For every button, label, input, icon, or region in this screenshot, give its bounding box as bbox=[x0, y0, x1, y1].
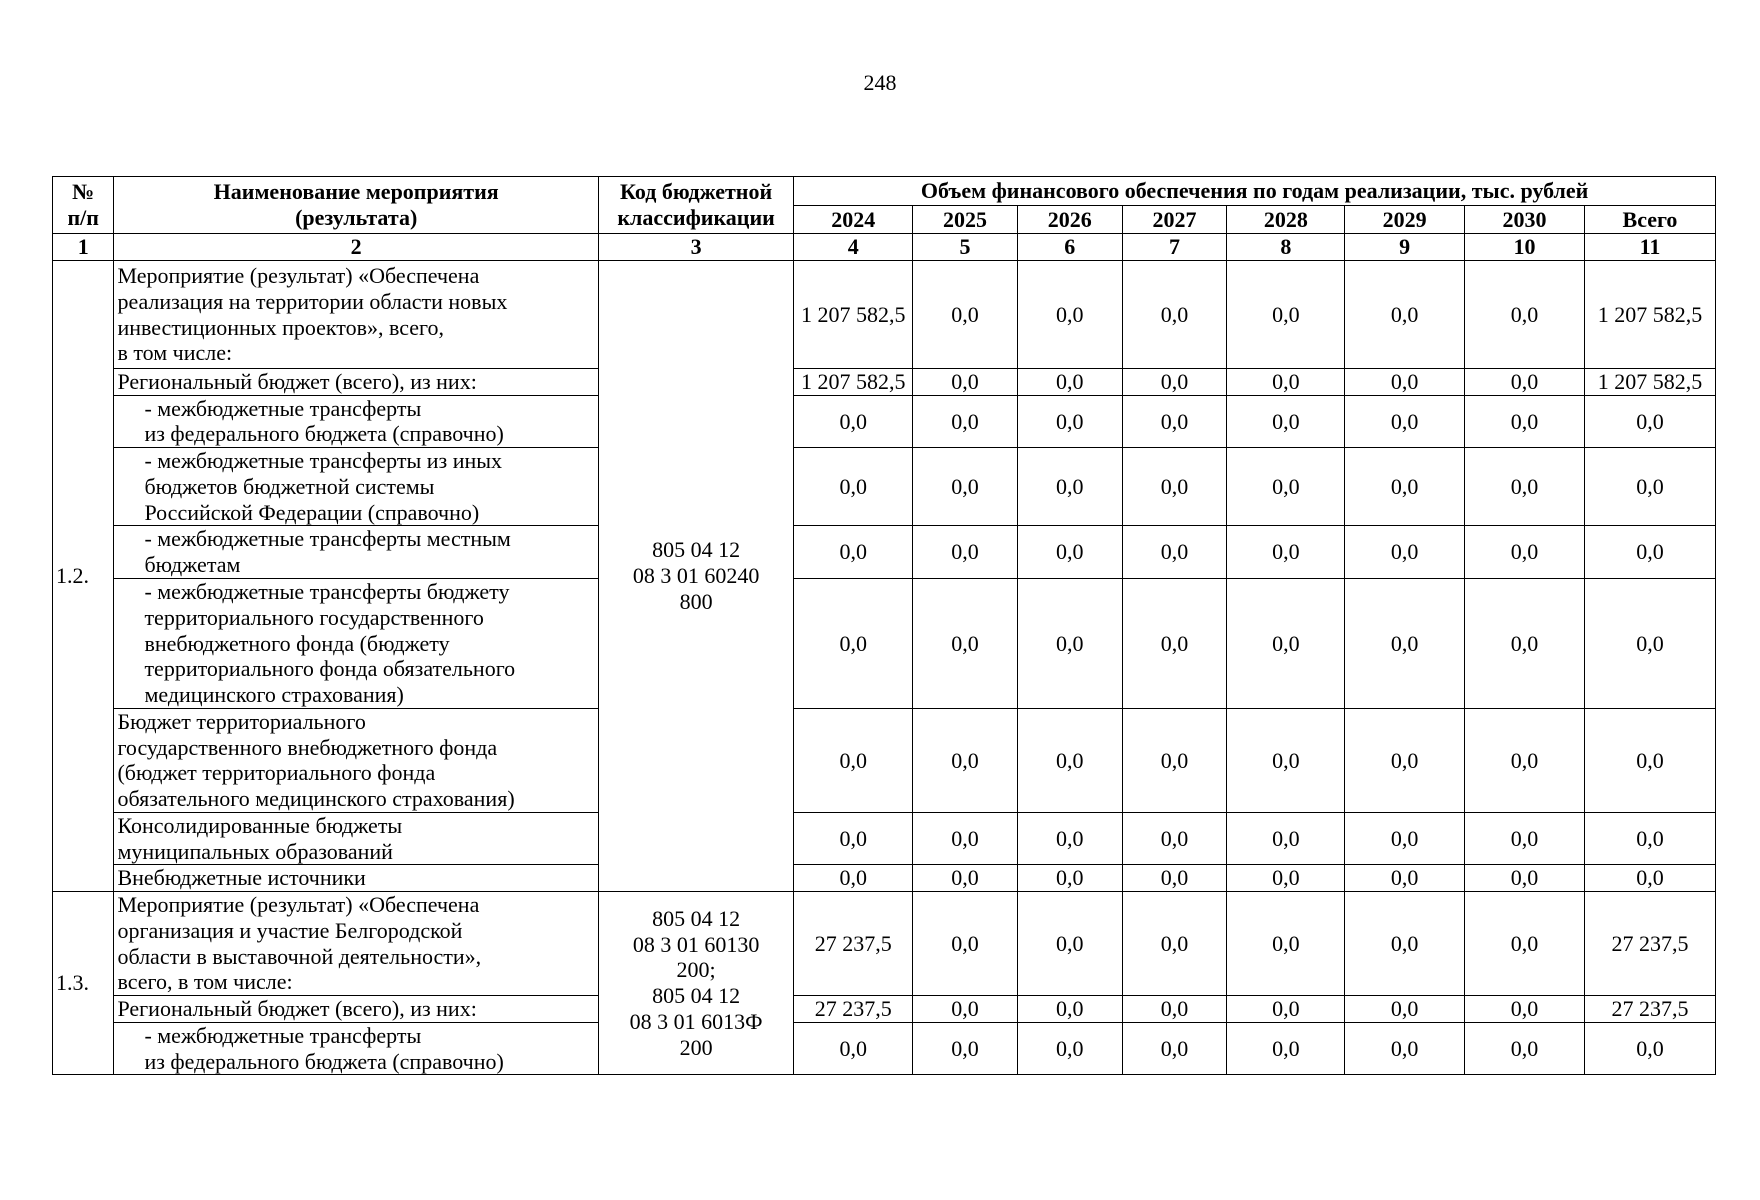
year-value-cell: 0,0 bbox=[1122, 865, 1227, 892]
header-name-line2: (результата) bbox=[295, 205, 418, 230]
table-row bbox=[53, 708, 1716, 812]
year-value-cell: 0,0 bbox=[1122, 395, 1227, 447]
year-value-cell: 27 237,5 bbox=[794, 996, 913, 1023]
header-idx-line1: № bbox=[72, 179, 95, 205]
budget-code-line: 08 3 01 6013Ф bbox=[629, 1008, 763, 1034]
budget-code-line: 08 3 01 60130 bbox=[632, 931, 760, 957]
total-cell: 1 207 582,5 bbox=[1584, 261, 1715, 369]
year-value-cell: 0,0 bbox=[1227, 865, 1345, 892]
row-name-line: в том числе: bbox=[117, 340, 233, 366]
year-value-cell: 0,0 bbox=[1227, 369, 1345, 396]
year-value-cell: 0,0 bbox=[1122, 996, 1227, 1023]
row-name-line: территориального государственного bbox=[144, 604, 484, 630]
row-name-line: - межбюджетные трансферты bbox=[144, 395, 422, 421]
total-cell: 0,0 bbox=[1584, 1022, 1715, 1074]
row-name bbox=[114, 865, 598, 892]
row-name bbox=[114, 812, 598, 864]
year-value-cell: 0,0 bbox=[1227, 448, 1345, 526]
total-cell: 1 207 582,5 bbox=[1584, 369, 1715, 396]
header-year: 2029 bbox=[1345, 206, 1465, 234]
year-value-cell: 0,0 bbox=[1122, 1022, 1227, 1074]
year-value-cell: 0,0 bbox=[1017, 369, 1122, 396]
row-name bbox=[114, 1022, 598, 1074]
year-value-cell: 0,0 bbox=[1017, 448, 1122, 526]
row-name-line: Региональный бюджет (всего), из них: bbox=[117, 369, 477, 394]
year-value-cell: 0,0 bbox=[1227, 996, 1345, 1023]
header-code bbox=[598, 177, 793, 234]
row-name-line: муниципальных образований bbox=[117, 838, 393, 864]
year-value-cell: 0,0 bbox=[1465, 578, 1585, 708]
row-name-line: Мероприятие (результат) «Обеспечена bbox=[117, 263, 480, 289]
column-number: 5 bbox=[913, 234, 1018, 261]
header-idx bbox=[53, 177, 114, 234]
year-value-cell: 0,0 bbox=[1017, 865, 1122, 892]
year-value-cell: 0,0 bbox=[1465, 369, 1585, 396]
year-value-cell: 0,0 bbox=[1465, 708, 1585, 812]
header-code-line1: Код бюджетной bbox=[620, 179, 773, 205]
column-number: 7 bbox=[1122, 234, 1227, 261]
year-value-cell: 0,0 bbox=[1465, 892, 1585, 996]
year-value-cell: 0,0 bbox=[1465, 395, 1585, 447]
year-value-cell: 0,0 bbox=[1345, 526, 1465, 578]
table-row bbox=[53, 395, 1716, 447]
year-value-cell: 0,0 bbox=[1345, 865, 1465, 892]
budget-code-line: 805 04 12 bbox=[652, 537, 741, 563]
year-value-cell: 0,0 bbox=[1122, 812, 1227, 864]
row-name-line: - межбюджетные трансферты из иных bbox=[144, 448, 503, 474]
year-value-cell: 0,0 bbox=[1465, 865, 1585, 892]
year-value-cell: 0,0 bbox=[1122, 708, 1227, 812]
year-value-cell: 0,0 bbox=[794, 812, 913, 864]
row-name bbox=[114, 526, 598, 578]
year-value-cell: 0,0 bbox=[913, 865, 1018, 892]
header-year: 2028 bbox=[1227, 206, 1345, 234]
column-number: 4 bbox=[794, 234, 913, 261]
row-name bbox=[114, 578, 598, 708]
year-value-cell: 0,0 bbox=[1345, 448, 1465, 526]
year-value-cell: 0,0 bbox=[1122, 892, 1227, 996]
row-name-line: бюджетов бюджетной системы bbox=[144, 473, 435, 499]
year-value-cell: 0,0 bbox=[1227, 526, 1345, 578]
year-value-cell: 0,0 bbox=[794, 708, 913, 812]
row-name-line: территориального фонда обязательного bbox=[144, 656, 516, 682]
year-value-cell: 0,0 bbox=[913, 395, 1018, 447]
row-name-line: инвестиционных проектов», всего, bbox=[117, 314, 445, 340]
year-value-cell: 0,0 bbox=[1227, 578, 1345, 708]
total-cell: 0,0 bbox=[1584, 448, 1715, 526]
year-value-cell: 1 207 582,5 bbox=[794, 369, 913, 396]
table-row bbox=[53, 448, 1716, 526]
year-value-cell: 0,0 bbox=[913, 261, 1018, 369]
row-name-line: Внебюджетные источники bbox=[117, 865, 366, 891]
budget-code-line: 805 04 12 bbox=[652, 983, 741, 1009]
table-row bbox=[53, 578, 1716, 708]
year-value-cell: 0,0 bbox=[913, 812, 1018, 864]
total-cell: 0,0 bbox=[1584, 865, 1715, 892]
year-value-cell: 0,0 bbox=[1345, 369, 1465, 396]
header-volume: Объем финансового обеспечения по годам реализации, тыс. рублей bbox=[794, 177, 1716, 206]
row-name-line: обязательного медицинского страхования) bbox=[117, 786, 515, 812]
header-year: 2026 bbox=[1017, 206, 1122, 234]
year-value-cell: 0,0 bbox=[794, 526, 913, 578]
year-value-cell: 0,0 bbox=[1017, 812, 1122, 864]
year-value-cell: 0,0 bbox=[1345, 578, 1465, 708]
header-column-numbers bbox=[53, 234, 1716, 261]
column-number: 6 bbox=[1017, 234, 1122, 261]
header-row-1 bbox=[53, 177, 1716, 206]
year-value-cell: 0,0 bbox=[1017, 261, 1122, 369]
year-value-cell: 0,0 bbox=[1017, 526, 1122, 578]
budget-code-line: 08 3 01 60240 bbox=[632, 563, 760, 589]
year-value-cell: 0,0 bbox=[794, 1022, 913, 1074]
year-value-cell: 0,0 bbox=[1017, 578, 1122, 708]
year-value-cell: 0,0 bbox=[1345, 1022, 1465, 1074]
table-row bbox=[53, 526, 1716, 578]
header-total: Всего bbox=[1584, 206, 1715, 234]
row-name-line: Мероприятие (результат) «Обеспечена bbox=[117, 892, 480, 918]
year-value-cell: 0,0 bbox=[1465, 526, 1585, 578]
year-value-cell: 0,0 bbox=[1122, 369, 1227, 396]
year-value-cell: 0,0 bbox=[1227, 892, 1345, 996]
column-number: 10 bbox=[1465, 234, 1585, 261]
budget-code-line: 805 04 12 bbox=[652, 905, 741, 931]
row-name-line: - межбюджетные трансферты bbox=[144, 1022, 422, 1048]
year-value-cell: 27 237,5 bbox=[794, 892, 913, 996]
header-year: 2024 bbox=[794, 206, 913, 234]
row-name-line: организация и участие Белгородской bbox=[117, 917, 463, 943]
row-name bbox=[114, 261, 598, 369]
header-name-line1: Наименование мероприятия bbox=[213, 179, 499, 205]
year-value-cell: 0,0 bbox=[913, 578, 1018, 708]
year-value-cell: 0,0 bbox=[1227, 708, 1345, 812]
year-value-cell: 0,0 bbox=[1345, 892, 1465, 996]
row-name bbox=[114, 996, 598, 1023]
year-value-cell: 0,0 bbox=[794, 395, 913, 447]
budget-code bbox=[598, 261, 793, 892]
header-idx-line2: п/п bbox=[67, 205, 99, 230]
column-number: 11 bbox=[1584, 234, 1715, 261]
year-value-cell: 0,0 bbox=[1017, 1022, 1122, 1074]
year-value-cell: 0,0 bbox=[913, 526, 1018, 578]
year-value-cell: 0,0 bbox=[1017, 996, 1122, 1023]
year-value-cell: 0,0 bbox=[913, 1022, 1018, 1074]
year-value-cell: 0,0 bbox=[1017, 395, 1122, 447]
row-name-line: Российской Федерации (справочно) bbox=[144, 499, 480, 525]
column-number: 3 bbox=[598, 234, 793, 261]
column-number: 1 bbox=[53, 234, 114, 261]
year-value-cell: 0,0 bbox=[913, 708, 1018, 812]
year-value-cell: 0,0 bbox=[1122, 261, 1227, 369]
header-year: 2025 bbox=[913, 206, 1018, 234]
row-name-line: из федерального бюджета (справочно) bbox=[144, 1048, 504, 1074]
header-year: 2027 bbox=[1122, 206, 1227, 234]
table-row bbox=[53, 1022, 1716, 1074]
year-value-cell: 0,0 bbox=[1227, 395, 1345, 447]
year-value-cell: 0,0 bbox=[794, 578, 913, 708]
row-name-line: из федерального бюджета (справочно) bbox=[144, 421, 504, 447]
year-value-cell: 0,0 bbox=[1345, 708, 1465, 812]
table-row bbox=[53, 865, 1716, 892]
row-name-line: внебюджетного фонда (бюджету bbox=[144, 630, 450, 656]
header-code-line2: классификации bbox=[617, 205, 775, 230]
row-name-line: (бюджет территориального фонда bbox=[117, 760, 436, 786]
table-row bbox=[53, 261, 1716, 369]
year-value-cell: 0,0 bbox=[1345, 261, 1465, 369]
row-name-line: - межбюджетные трансферты бюджету bbox=[144, 579, 510, 605]
year-value-cell: 0,0 bbox=[1465, 996, 1585, 1023]
total-cell: 0,0 bbox=[1584, 812, 1715, 864]
total-cell: 27 237,5 bbox=[1584, 892, 1715, 996]
table-row bbox=[53, 892, 1716, 996]
column-number: 9 bbox=[1345, 234, 1465, 261]
column-number: 8 bbox=[1227, 234, 1345, 261]
row-name-line: бюджетам bbox=[144, 552, 241, 578]
budget-code-line: 200 bbox=[679, 1034, 713, 1060]
row-name bbox=[114, 448, 598, 526]
total-cell: 0,0 bbox=[1584, 526, 1715, 578]
table-header bbox=[53, 177, 1716, 261]
year-value-cell: 0,0 bbox=[794, 865, 913, 892]
year-value-cell: 0,0 bbox=[1345, 395, 1465, 447]
year-value-cell: 0,0 bbox=[913, 996, 1018, 1023]
year-value-cell: 0,0 bbox=[1465, 448, 1585, 526]
budget-code-line: 800 bbox=[679, 588, 713, 614]
table-row bbox=[53, 812, 1716, 864]
table-row bbox=[53, 996, 1716, 1023]
row-name bbox=[114, 395, 598, 447]
year-value-cell: 0,0 bbox=[913, 369, 1018, 396]
row-name bbox=[114, 708, 598, 812]
year-value-cell: 0,0 bbox=[1122, 448, 1227, 526]
year-value-cell: 0,0 bbox=[913, 892, 1018, 996]
row-name bbox=[114, 369, 598, 396]
table-body bbox=[53, 261, 1716, 1075]
row-name-line: Бюджет территориального bbox=[117, 708, 366, 734]
year-value-cell: 0,0 bbox=[1227, 261, 1345, 369]
column-number: 2 bbox=[114, 234, 598, 261]
total-cell: 0,0 bbox=[1584, 708, 1715, 812]
total-cell: 0,0 bbox=[1584, 395, 1715, 447]
budget-code-line: 200; bbox=[676, 957, 716, 983]
row-name-line: реализация на территории области новых bbox=[117, 288, 508, 314]
year-value-cell: 0,0 bbox=[1345, 812, 1465, 864]
row-name-line: Консолидированные бюджеты bbox=[117, 812, 403, 838]
header-year: 2030 bbox=[1465, 206, 1585, 234]
budget-code bbox=[598, 892, 793, 1075]
row-index: 1.3. bbox=[53, 892, 114, 1075]
year-value-cell: 0,0 bbox=[1465, 1022, 1585, 1074]
row-name-line: медицинского страхования) bbox=[144, 681, 404, 707]
year-value-cell: 0,0 bbox=[1465, 261, 1585, 369]
year-value-cell: 0,0 bbox=[1227, 812, 1345, 864]
budget-table bbox=[52, 176, 1716, 1075]
total-cell: 0,0 bbox=[1584, 578, 1715, 708]
table-row bbox=[53, 369, 1716, 396]
row-name bbox=[114, 892, 598, 996]
year-value-cell: 0,0 bbox=[1017, 892, 1122, 996]
row-name-line: Региональный бюджет (всего), из них: bbox=[117, 996, 477, 1022]
year-value-cell: 0,0 bbox=[794, 448, 913, 526]
row-name-line: государственного внебюджетного фонда bbox=[117, 734, 498, 760]
page-number: 248 bbox=[863, 70, 897, 95]
year-value-cell: 0,0 bbox=[1122, 526, 1227, 578]
row-name-line: - межбюджетные трансферты местным bbox=[144, 526, 511, 552]
year-value-cell: 1 207 582,5 bbox=[794, 261, 913, 369]
total-cell: 27 237,5 bbox=[1584, 996, 1715, 1023]
year-value-cell: 0,0 bbox=[1122, 578, 1227, 708]
row-index: 1.2. bbox=[53, 261, 114, 892]
header-name bbox=[114, 177, 598, 234]
row-name-line: области в выставочной деятельности», bbox=[117, 943, 482, 969]
year-value-cell: 0,0 bbox=[1345, 996, 1465, 1023]
year-value-cell: 0,0 bbox=[1227, 1022, 1345, 1074]
row-name-line: всего, в том числе: bbox=[117, 969, 293, 995]
year-value-cell: 0,0 bbox=[913, 448, 1018, 526]
year-value-cell: 0,0 bbox=[1017, 708, 1122, 812]
year-value-cell: 0,0 bbox=[1465, 812, 1585, 864]
